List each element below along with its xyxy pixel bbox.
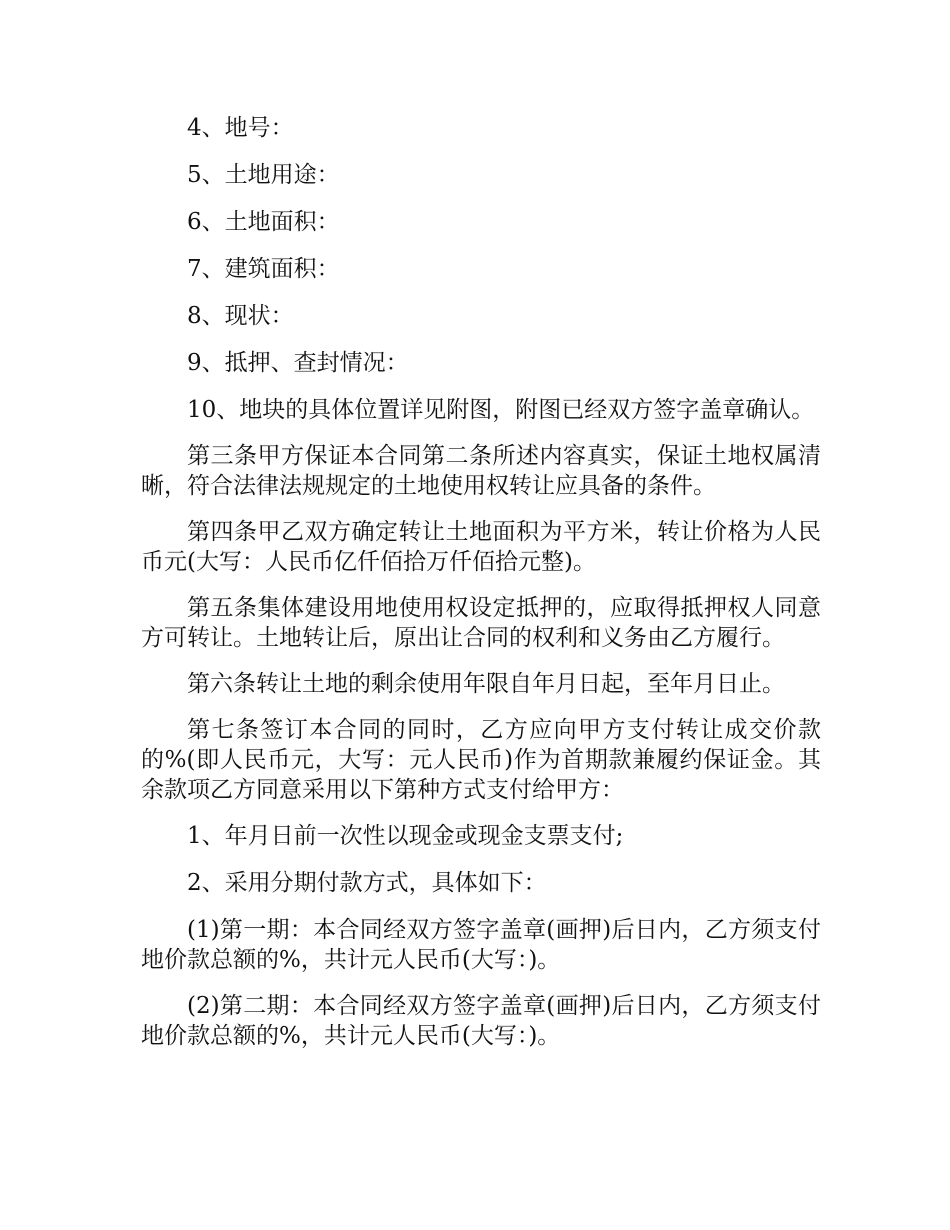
payment-option-2: 2、采用分期付款方式，具体如下： <box>187 870 547 896</box>
item-parcel-number: 4、地号： <box>187 115 294 141</box>
document-page <box>141 113 821 1067</box>
article-3: 第三条甲方保证本合同第二条所述内容真实，保证土地权属清晰，符合法律法规规定的土地使用权转让应具备的条件。 <box>141 443 821 499</box>
item-parcel-location: 10、地块的具体位置详见附图，附图已经双方签字盖章确认。 <box>187 397 815 423</box>
installment-2: (2)第二期：本合同经双方签字盖章(画押)后日内，乙方须支付地价款总额的%，共计元人民币(大写：)。 <box>141 993 821 1049</box>
article-4: 第四条甲乙双方确定转让土地面积为平方米，转让价格为人民币元(大写：人民币亿仟佰拾万仟佰拾元整)。 <box>141 519 821 575</box>
payment-option-1: 1、年月日前一次性以现金或现金支票支付; <box>187 823 624 849</box>
item-building-area: 7、建筑面积： <box>187 256 340 282</box>
item-land-area: 6、土地面积： <box>187 209 340 235</box>
item-current-status: 8、现状： <box>187 303 294 329</box>
installment-1: (1)第一期：本合同经双方签字盖章(画押)后日内，乙方须支付地价款总额的%，共计元人民币(大写：)。 <box>141 917 821 973</box>
article-7: 第七条签订本合同的同时，乙方应向甲方支付转让成交价款的%(即人民币元，大写：元人民币)作为首期款兼履约保证金。其余款项乙方同意采用以下第种方式支付给甲方： <box>141 717 821 803</box>
article-6: 第六条转让土地的剩余使用年限自年月日起，至年月日止。 <box>187 671 785 697</box>
item-land-use: 5、土地用途： <box>187 162 340 188</box>
article-5: 第五条集体建设用地使用权设定抵押的，应取得抵押权人同意方可转让。土地转让后，原出让合同的权利和义务由乙方履行。 <box>141 595 821 651</box>
item-mortgage-status: 9、抵押、查封情况： <box>187 350 409 376</box>
